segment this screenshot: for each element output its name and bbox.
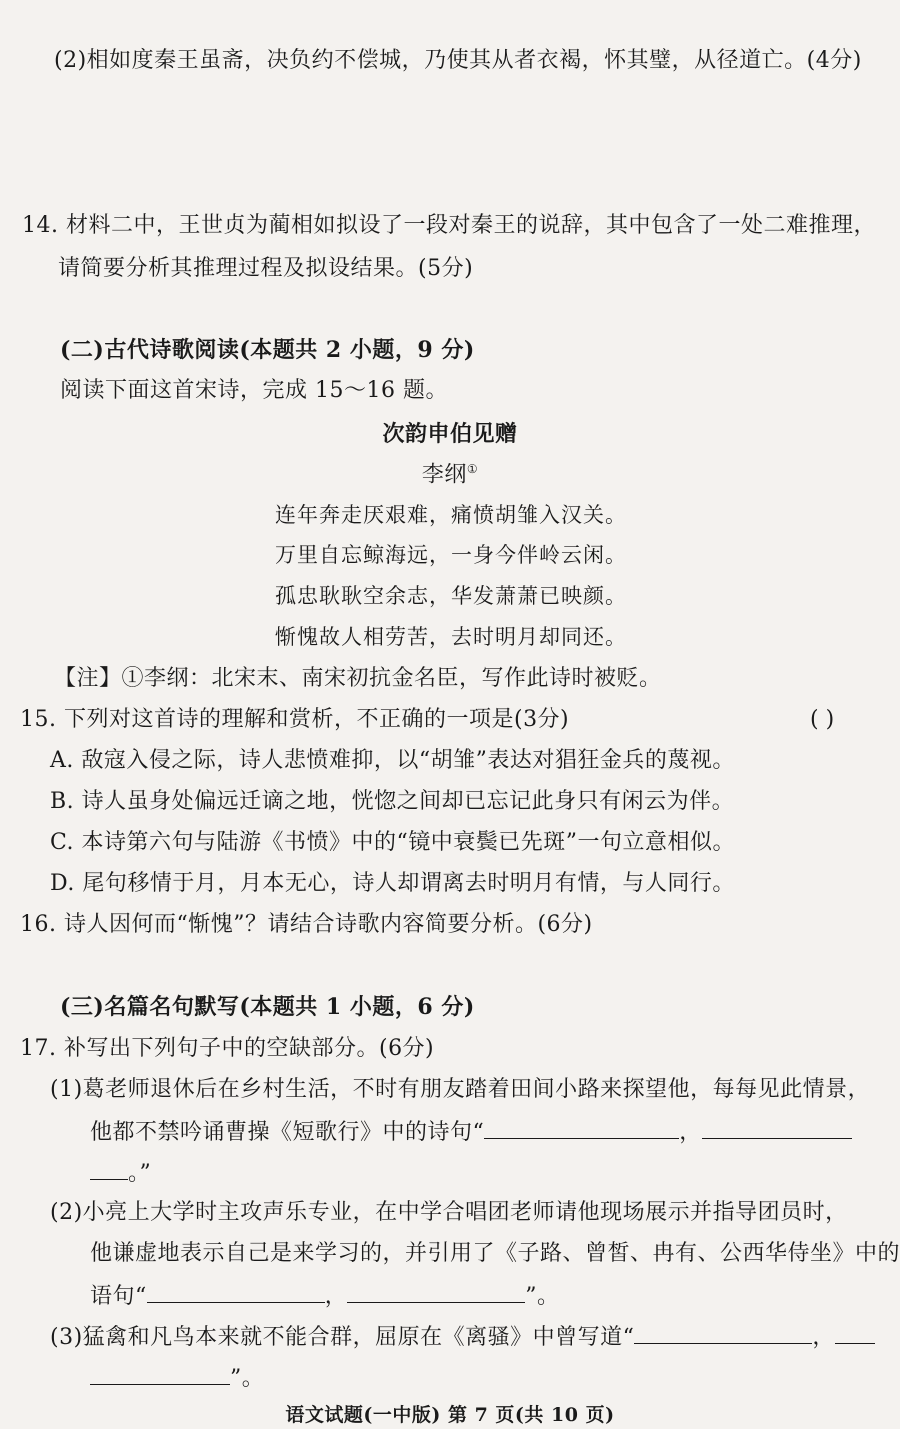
poem-line-3: 孤忠耿耿空余志，华发萧萧已映颜。 <box>275 584 627 608</box>
q17-blank-1b-end[interactable] <box>90 1159 128 1180</box>
q17-stem: 17. 补写出下列句子中的空缺部分。(6分) <box>20 1036 435 1061</box>
q13-part2: (2)相如度秦王虽斋，决负约不偿城，乃使其从者衣褐，怀其璧，从径道亡。(4分) <box>54 48 862 73</box>
q17-blank-1b-start[interactable] <box>702 1118 852 1139</box>
page-footer: 语文试题(一中版) 第 7 页(共 10 页) <box>285 1404 615 1426</box>
q17-blank-3b-start[interactable] <box>835 1323 875 1344</box>
q17-blank-2a[interactable] <box>147 1282 325 1303</box>
q16-stem: 16. 诗人因何而“惭愧”？请结合诗歌内容简要分析。(6分) <box>20 912 593 937</box>
section3-heading: (三)名篇名句默写(本题共 1 小题，6 分) <box>60 994 475 1020</box>
section2-heading: (二)古代诗歌阅读(本题共 2 小题，9 分) <box>60 337 475 363</box>
q17-p1-end: 。” <box>128 1161 152 1186</box>
q17-p3-end: ”。 <box>230 1366 265 1391</box>
q17-p3-comma: ， <box>812 1325 835 1350</box>
q17-p2-line3-wrap <box>90 1282 560 1310</box>
q17-p1-comma: ， <box>679 1120 702 1145</box>
q14-line2: 请简要分析其推理过程及拟设结果。(5分) <box>58 256 474 281</box>
q17-p2-end: ”。 <box>525 1284 560 1309</box>
q15-option-d: D. 尾句移情于月，月本无心，诗人却谓离去时明月有情，与人同行。 <box>50 871 735 896</box>
poem-title: 次韵申伯见赠 <box>382 421 518 447</box>
q17-blank-1a[interactable] <box>484 1118 679 1139</box>
q15-answer-paren[interactable]: ( ) <box>810 707 835 732</box>
q17-p1-line1: (1)葛老师退休后在乡村生活，不时有朋友踏着田间小路来探望他，每每见此情景， <box>50 1077 871 1102</box>
q17-p2-comma: ， <box>324 1284 348 1309</box>
q17-p3-line1: (3)猛禽和凡鸟本来就不能合群，屈原在《离骚》中曾写道“ <box>50 1325 635 1350</box>
q17-blank-3a[interactable] <box>634 1323 812 1344</box>
q17-blank-2b[interactable] <box>347 1282 525 1303</box>
poem-author-note: ① <box>466 462 479 476</box>
q17-p2-line2: 他谦虚地表示自己是来学习的，并引用了《子路、曾皙、冉有、公西华侍坐》中的 <box>90 1241 900 1266</box>
poem-author-line <box>0 462 900 489</box>
q15-option-a: A. 敌寇入侵之际，诗人悲愤难抑，以“胡雏”表达对猖狂金兵的蔑视。 <box>50 748 735 773</box>
q14-line1: 14. 材料二中，王世贞为蔺相如拟设了一段对秦王的说辞，其中包含了一处二难推理， <box>22 213 876 238</box>
poem-line-2: 万里自忘鲸海远，一身今伴岭云闲。 <box>275 543 627 567</box>
poem-note: 【注】①李纲：北宋末、南宋初抗金名臣，写作此诗时被贬。 <box>54 666 662 691</box>
q17-p3-line2-wrap <box>90 1364 264 1392</box>
q17-p1-line3-wrap <box>90 1159 151 1187</box>
q17-p2-line1: (2)小亮上大学时主攻声乐专业，在中学合唱团老师请他现场展示并指导团员时， <box>50 1200 848 1225</box>
q17-p3-line1-wrap <box>50 1323 875 1351</box>
q17-p1-line2: 他都不禁吟诵曹操《短歌行》中的诗句“ <box>90 1120 485 1145</box>
q17-blank-3b-end[interactable] <box>90 1364 230 1385</box>
q17-p2-line3: 语句“ <box>90 1284 147 1309</box>
q17-p1-line2-wrap <box>90 1118 852 1146</box>
q15-option-c: C. 本诗第六句与陆游《书愤》中的“镜中衰鬓已先斑”一句立意相似。 <box>50 830 736 855</box>
q15-stem: 15. 下列对这首诗的理解和赏析，不正确的一项是(3分) <box>20 707 570 732</box>
q15-option-b: B. 诗人虽身处偏远迁谪之地，恍惚之间却已忘记此身只有闲云为伴。 <box>50 789 735 814</box>
poem-author: 李纲 <box>421 462 467 488</box>
poem-line-1: 连年奔走厌艰难，痛愤胡雏入汉关。 <box>275 503 627 527</box>
section2-intro: 阅读下面这首宋诗，完成 15～16 题。 <box>60 378 448 403</box>
poem-line-4: 惭愧故人相劳苦，去时明月却同还。 <box>275 625 627 649</box>
